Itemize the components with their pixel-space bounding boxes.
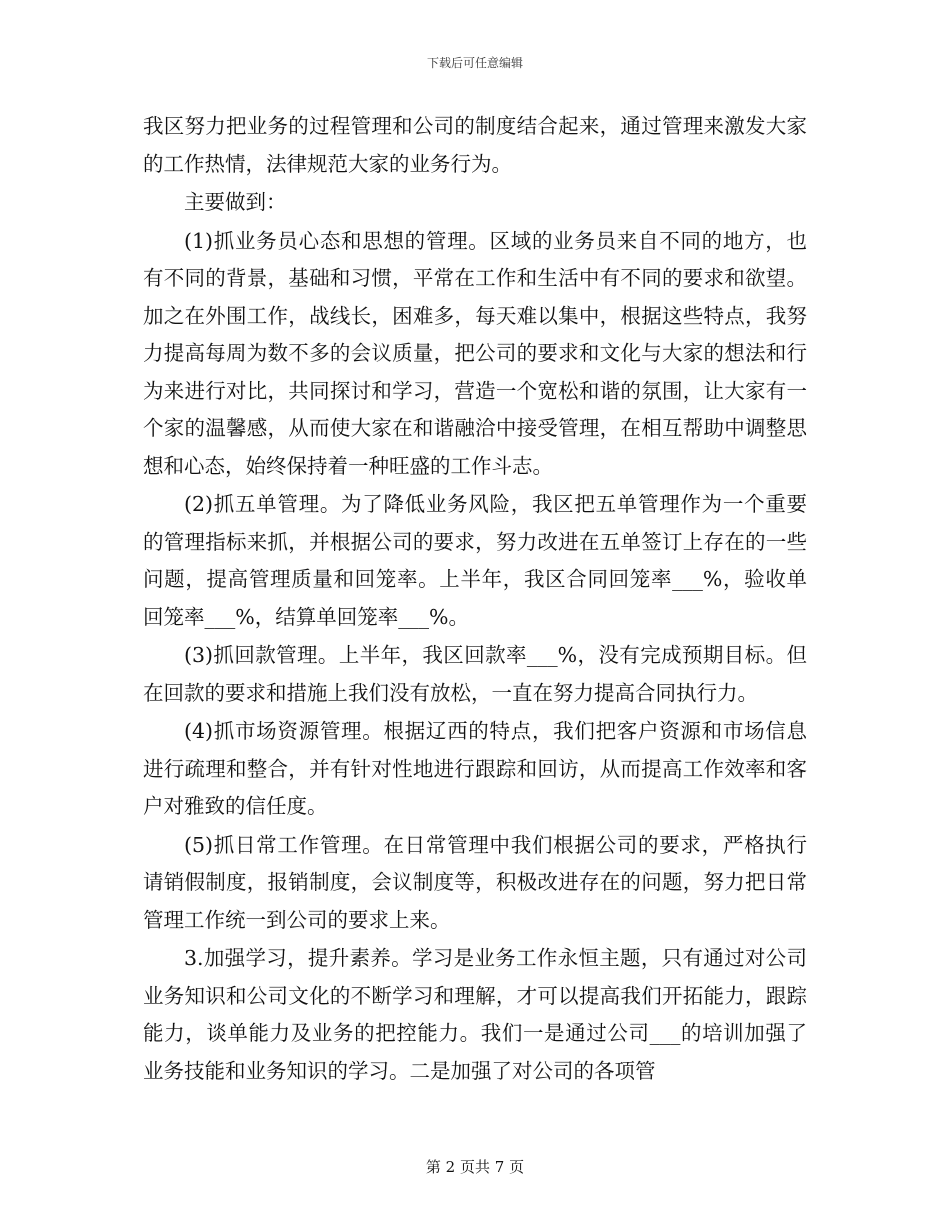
paragraph-item-3: (3)抓回款管理。上半年，我区回款率___%，没有完成预期目标。但在回款的要求和措施上我们没有放松，一直在努力提高合同执行力。 xyxy=(143,643,807,705)
document-body xyxy=(143,108,807,1091)
page-header: 下载后可任意编辑 xyxy=(426,56,523,70)
paragraph-item-1: (1)抓业务员心态和思想的管理。区域的业务员来自不同的地方，也有不同的背景，基础和习惯，平常在工作和生活中有不同的要求和欲望。加之在外围工作，战线长，困难多，每天难以集中，根据这些特点，我努力提高每周为数不多的会议质量，把公司的要求和文化与大家的想法和行为来进行对比，共同探讨和学习，营造一个宽松和谐的氛围，让大家有一个家的温馨感，从而使大家在和谐融洽中接受管理，在相互帮助中调整思想和心态，始终保持着一种旺盛的工作斗志。 xyxy=(143,228,807,478)
paragraph-item-2: (2)抓五单管理。为了降低业务风险，我区把五单管理作为一个重要的管理指标来抓，并根据公司的要求，努力改进在五单签订上存在的一些问题，提高管理质量和回笼率。上半年，我区合同回笼率___%，验收单回笼率___%，结算单回笼率___%。 xyxy=(143,492,807,629)
paragraph-main-points: 主要做到： xyxy=(184,190,287,214)
paragraph-item-4: (4)抓市场资源管理。根据辽西的特点，我们把客户资源和市场信息进行疏理和整合，并有针对性地进行跟踪和回访，从而提高工作效率和客户对雅致的信任度。 xyxy=(143,719,807,818)
page-footer: 第 2 页共 7 页 xyxy=(425,1158,525,1176)
paragraph-item-5: (5)抓日常工作管理。在日常管理中我们根据公司的要求，严格执行请销假制度，报销制度，会议制度等，积极改进存在的问题，努力把日常管理工作统一到公司的要求上来。 xyxy=(143,832,807,932)
paragraph-continuation: 我区努力把业务的过程管理和公司的制度结合起来，通过管理来激发大家的工作热情，法律规范大家的业务行为。 xyxy=(143,114,807,176)
paragraph-section-3: 3.加强学习，提升素养。学习是业务工作永恒主题，只有通过对公司业务知识和公司文化的不断学习和理解，才可以提高我们开拓能力，跟踪能力，谈单能力及业务的把控能力。我们一是通过公司___的培训加强了业务技能和业务知识的学习。二是加强了对公司的各项管 xyxy=(143,946,807,1083)
